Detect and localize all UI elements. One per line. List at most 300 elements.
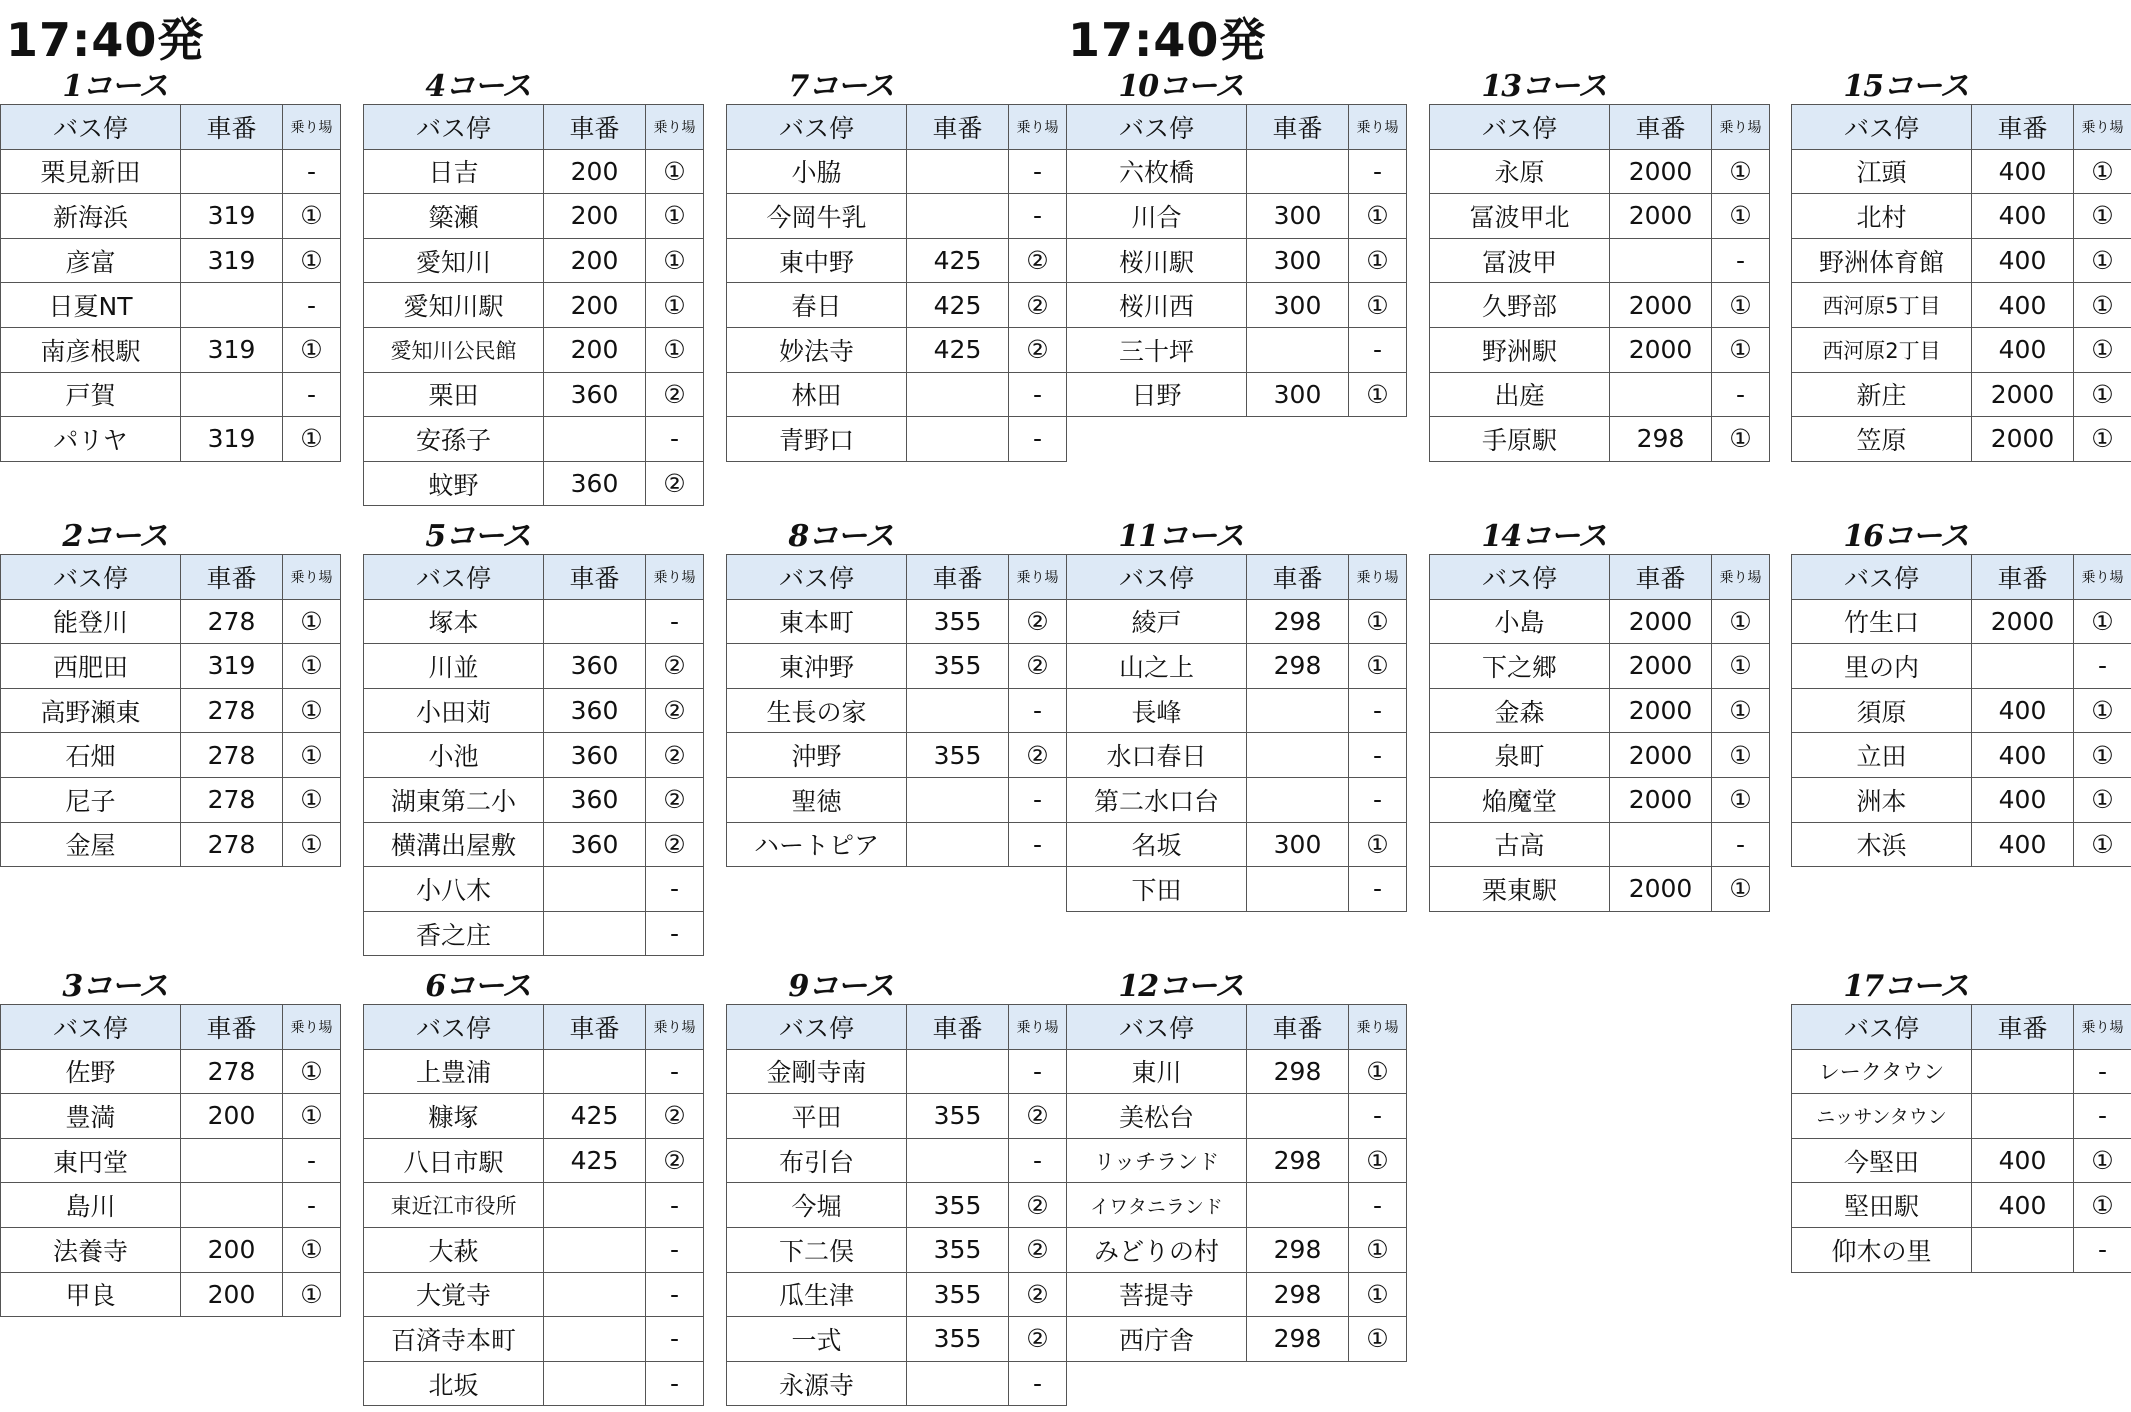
bus-stop-cell: 桜川西 — [1067, 283, 1247, 328]
car-number-cell — [907, 194, 1009, 239]
bus-stop-cell: 東近江市役所 — [364, 1183, 544, 1228]
course-name: 13コース — [1481, 69, 1607, 104]
bus-stop-cell: 春日 — [727, 283, 907, 328]
table-header-row — [1430, 555, 1770, 600]
boarding-point-column-header: 乗り場 — [2074, 105, 2131, 150]
course-name: 7コース — [788, 69, 894, 104]
table-header-row — [727, 105, 1067, 150]
car-number-cell — [544, 1049, 646, 1094]
table-row — [1, 327, 341, 372]
course-name: 9コース — [788, 969, 894, 1004]
bus-stop-cell: 泉町 — [1430, 733, 1610, 778]
bus-stop-cell: 平田 — [727, 1094, 907, 1139]
table-row — [1430, 149, 1770, 194]
course-name: 14コース — [1481, 519, 1607, 554]
bus-stop-cell: 古高 — [1430, 822, 1610, 867]
table-row — [727, 1138, 1067, 1183]
table-row — [364, 1049, 704, 1094]
car-number-cell: 298 — [1247, 1272, 1349, 1317]
table-row — [727, 238, 1067, 283]
car-number-cell: 278 — [181, 777, 283, 822]
boarding-point-cell: ② — [646, 1094, 704, 1139]
boarding-point-cell: - — [2074, 1049, 2131, 1094]
boarding-point-cell: ① — [646, 194, 704, 239]
car-number-cell — [1247, 149, 1349, 194]
course-table — [1066, 554, 1407, 912]
bus-stop-cell: 冨波甲 — [1430, 238, 1610, 283]
table-row — [364, 149, 704, 194]
car-number-cell: 425 — [544, 1138, 646, 1183]
departure-time-title-right: 17:40発 — [1068, 13, 1267, 67]
table-row — [1430, 238, 1770, 283]
table-row — [1067, 1227, 1407, 1272]
car-number-cell — [1247, 1094, 1349, 1139]
table-row — [1067, 777, 1407, 822]
stop-column-header: バス停 — [364, 105, 544, 150]
car-number-cell: 278 — [181, 688, 283, 733]
car-number-cell — [907, 688, 1009, 733]
car-number-cell — [907, 822, 1009, 867]
bus-stop-cell: 三十坪 — [1067, 327, 1247, 372]
boarding-point-column-header: 乗り場 — [1009, 105, 1067, 150]
car-number-cell: 2000 — [1610, 599, 1712, 644]
bus-stop-cell: 栗東駅 — [1430, 867, 1610, 912]
table-row — [1792, 777, 2131, 822]
course-name: 4コース — [425, 69, 531, 104]
boarding-point-cell: ② — [646, 822, 704, 867]
table-row — [1430, 777, 1770, 822]
table-row — [1430, 194, 1770, 239]
boarding-point-cell: - — [646, 867, 704, 912]
bus-stop-cell: 日吉 — [364, 149, 544, 194]
car-number-cell: 425 — [907, 327, 1009, 372]
bus-stop-cell: 里の内 — [1792, 644, 1972, 689]
car-number-cell: 2000 — [1610, 733, 1712, 778]
table-header-row — [364, 555, 704, 600]
bus-stop-cell: 六枚橋 — [1067, 149, 1247, 194]
table-row — [364, 1317, 704, 1362]
boarding-point-cell: - — [1349, 777, 1407, 822]
bus-stop-cell: 一式 — [727, 1317, 907, 1362]
boarding-point-cell: ① — [1349, 283, 1407, 328]
boarding-point-cell: ① — [1712, 688, 1770, 733]
table-row — [1, 1227, 341, 1272]
car-number-cell: 298 — [1247, 1227, 1349, 1272]
boarding-point-cell: ② — [646, 733, 704, 778]
table-row — [1067, 1094, 1407, 1139]
car-number-cell: 2000 — [1610, 149, 1712, 194]
boarding-point-cell: ① — [1349, 238, 1407, 283]
car-number-cell: 360 — [544, 688, 646, 733]
table-row — [1430, 733, 1770, 778]
car-number-cell: 278 — [181, 822, 283, 867]
course-block — [726, 970, 1066, 1406]
table-row — [1792, 733, 2131, 778]
table-row — [1067, 327, 1407, 372]
car-number-cell — [1247, 777, 1349, 822]
bus-stop-cell: 聖徳 — [727, 777, 907, 822]
table-row — [1067, 194, 1407, 239]
boarding-point-cell: - — [283, 283, 341, 328]
boarding-point-cell: - — [2074, 1094, 2131, 1139]
car-number-cell: 319 — [181, 644, 283, 689]
table-row — [727, 327, 1067, 372]
car-number-cell — [907, 149, 1009, 194]
boarding-point-cell: ① — [283, 644, 341, 689]
stop-column-header: バス停 — [1430, 555, 1610, 600]
bus-stop-cell: 金屋 — [1, 822, 181, 867]
car-number-cell: 360 — [544, 777, 646, 822]
boarding-point-column-header: 乗り場 — [1009, 1005, 1067, 1050]
table-row — [364, 777, 704, 822]
table-row — [364, 911, 704, 956]
boarding-point-cell: - — [2074, 1227, 2131, 1272]
car-number-cell — [544, 867, 646, 912]
bus-stop-cell: 新海浜 — [1, 194, 181, 239]
table-header-row — [364, 1005, 704, 1050]
course-block — [726, 70, 1066, 462]
boarding-point-cell: - — [646, 1183, 704, 1228]
bus-stop-cell: 下田 — [1067, 867, 1247, 912]
boarding-point-column-header: 乗り場 — [1712, 105, 1770, 150]
course-name: 5コース — [425, 519, 531, 554]
boarding-point-cell: ① — [2074, 1138, 2131, 1183]
course-table — [726, 1004, 1067, 1406]
car-number-cell: 400 — [1972, 238, 2074, 283]
table-row — [1, 688, 341, 733]
boarding-point-cell: ① — [2074, 283, 2131, 328]
car-number-cell: 400 — [1972, 733, 2074, 778]
car-number-cell: 2000 — [1610, 644, 1712, 689]
table-header-row — [1, 105, 341, 150]
boarding-point-column-header: 乗り場 — [283, 555, 341, 600]
bus-stop-cell: 瓜生津 — [727, 1272, 907, 1317]
boarding-point-cell: ① — [283, 777, 341, 822]
course-block — [1429, 520, 1769, 912]
boarding-point-cell: ① — [2074, 149, 2131, 194]
bus-stop-cell: 上豊浦 — [364, 1049, 544, 1094]
boarding-point-cell: ① — [283, 688, 341, 733]
stop-column-header: バス停 — [1067, 555, 1247, 600]
table-row — [1067, 644, 1407, 689]
boarding-point-column-header: 乗り場 — [1349, 105, 1407, 150]
bus-stop-cell: 石畑 — [1, 733, 181, 778]
boarding-point-cell: ① — [1349, 1049, 1407, 1094]
table-row — [1067, 149, 1407, 194]
bus-stop-cell: 第二水口台 — [1067, 777, 1247, 822]
car-number-cell: 2000 — [1610, 283, 1712, 328]
table-row — [364, 194, 704, 239]
car-number-cell: 300 — [1247, 822, 1349, 867]
bus-stop-cell: 竹生口 — [1792, 599, 1972, 644]
boarding-point-cell: ① — [283, 1094, 341, 1139]
bus-stop-cell: 綾戸 — [1067, 599, 1247, 644]
table-row — [727, 688, 1067, 733]
bus-stop-cell: 東中野 — [727, 238, 907, 283]
boarding-point-cell: - — [646, 1317, 704, 1362]
car-number-cell: 2000 — [1610, 327, 1712, 372]
bus-stop-cell: 桜川駅 — [1067, 238, 1247, 283]
table-row — [364, 599, 704, 644]
car-number-cell — [1247, 1183, 1349, 1228]
boarding-point-column-header: 乗り場 — [1712, 555, 1770, 600]
boarding-point-cell: - — [1349, 1094, 1407, 1139]
table-row — [727, 1094, 1067, 1139]
car-number-column-header: 車番 — [1972, 555, 2074, 600]
car-number-cell — [544, 1183, 646, 1228]
boarding-point-cell: ① — [1712, 417, 1770, 462]
boarding-point-cell: - — [646, 599, 704, 644]
bus-stop-cell: 水口春日 — [1067, 733, 1247, 778]
table-row — [1430, 417, 1770, 462]
course-name: 8コース — [788, 519, 894, 554]
bus-stop-cell: ハートピア — [727, 822, 907, 867]
table-row — [1430, 644, 1770, 689]
car-number-cell: 355 — [907, 1317, 1009, 1362]
car-number-cell — [1610, 238, 1712, 283]
boarding-point-cell: ② — [646, 688, 704, 733]
table-header-row — [1067, 105, 1407, 150]
boarding-point-cell: - — [1009, 149, 1067, 194]
table-row — [1, 149, 341, 194]
car-number-cell: 400 — [1972, 777, 2074, 822]
table-row — [1, 1049, 341, 1094]
course-block — [1791, 520, 2131, 867]
bus-stop-cell: 八日市駅 — [364, 1138, 544, 1183]
table-row — [1792, 1138, 2131, 1183]
boarding-point-column-header: 乗り場 — [1349, 555, 1407, 600]
bus-stop-cell: 出庭 — [1430, 372, 1610, 417]
boarding-point-cell: ① — [2074, 1183, 2131, 1228]
stop-column-header: バス停 — [727, 555, 907, 600]
bus-stop-cell: 今堀 — [727, 1183, 907, 1228]
table-header-row — [727, 555, 1067, 600]
table-row — [1430, 822, 1770, 867]
car-number-column-header: 車番 — [181, 1005, 283, 1050]
table-row — [364, 1183, 704, 1228]
car-number-cell: 360 — [544, 461, 646, 506]
bus-stop-cell: 新庄 — [1792, 372, 1972, 417]
bus-stop-cell: 戸賀 — [1, 372, 181, 417]
bus-stop-cell: 大萩 — [364, 1227, 544, 1272]
table-row — [1, 1094, 341, 1139]
boarding-point-cell: ① — [283, 733, 341, 778]
bus-stop-cell: パリヤ — [1, 417, 181, 462]
bus-stop-cell: 東沖野 — [727, 644, 907, 689]
bus-stop-cell: 金剛寺南 — [727, 1049, 907, 1094]
boarding-point-cell: ① — [2074, 733, 2131, 778]
car-number-cell — [907, 1138, 1009, 1183]
table-row — [1067, 238, 1407, 283]
course-table — [363, 1004, 704, 1406]
stop-column-header: バス停 — [727, 105, 907, 150]
boarding-point-cell: ① — [646, 238, 704, 283]
table-row — [364, 644, 704, 689]
bus-stop-cell: 美松台 — [1067, 1094, 1247, 1139]
car-number-cell: 400 — [1972, 327, 2074, 372]
car-number-cell: 2000 — [1610, 867, 1712, 912]
bus-stop-cell: 木浜 — [1792, 822, 1972, 867]
boarding-point-cell: - — [646, 417, 704, 462]
table-row — [1792, 599, 2131, 644]
boarding-point-cell: ① — [1712, 327, 1770, 372]
bus-stop-cell: 豊満 — [1, 1094, 181, 1139]
course-table — [726, 554, 1067, 867]
table-row — [727, 1361, 1067, 1406]
bus-stop-cell: 西肥田 — [1, 644, 181, 689]
bus-stop-cell: 佐野 — [1, 1049, 181, 1094]
boarding-point-cell: ① — [1349, 599, 1407, 644]
car-number-cell: 360 — [544, 822, 646, 867]
boarding-point-cell: ① — [283, 1272, 341, 1317]
bus-stop-cell: 東川 — [1067, 1049, 1247, 1094]
course-block — [1791, 970, 2131, 1273]
course-block — [363, 970, 703, 1406]
car-number-cell — [181, 372, 283, 417]
stop-column-header: バス停 — [1067, 105, 1247, 150]
car-number-cell — [1972, 1049, 2074, 1094]
boarding-point-cell: - — [1009, 1049, 1067, 1094]
bus-stop-cell: 名坂 — [1067, 822, 1247, 867]
table-row — [1067, 1049, 1407, 1094]
bus-stop-cell: レークタウン — [1792, 1049, 1972, 1094]
table-row — [1, 777, 341, 822]
car-number-cell: 360 — [544, 372, 646, 417]
car-number-cell — [181, 149, 283, 194]
table-row — [1, 733, 341, 778]
table-row — [1792, 1094, 2131, 1139]
boarding-point-cell: ① — [1349, 1272, 1407, 1317]
bus-stop-cell: 菩提寺 — [1067, 1272, 1247, 1317]
boarding-point-column-header: 乗り場 — [2074, 555, 2131, 600]
car-number-cell: 355 — [907, 644, 1009, 689]
bus-stop-cell: 金森 — [1430, 688, 1610, 733]
boarding-point-cell: ① — [283, 1227, 341, 1272]
bus-stop-cell: 西河原5丁目 — [1792, 283, 1972, 328]
boarding-point-cell: ① — [1712, 599, 1770, 644]
table-row — [1430, 283, 1770, 328]
car-number-cell: 2000 — [1610, 194, 1712, 239]
table-header-row — [1792, 1005, 2131, 1050]
boarding-point-cell: ② — [1009, 1094, 1067, 1139]
car-number-cell — [181, 1138, 283, 1183]
table-row — [1430, 327, 1770, 372]
car-number-cell — [907, 777, 1009, 822]
table-row — [727, 1227, 1067, 1272]
boarding-point-cell: - — [283, 1183, 341, 1228]
car-number-cell — [1972, 1227, 2074, 1272]
course-table — [1429, 104, 1770, 462]
bus-stop-cell: 下二俣 — [727, 1227, 907, 1272]
boarding-point-cell: - — [1349, 327, 1407, 372]
course-name: 1コース — [62, 69, 168, 104]
boarding-point-column-header: 乗り場 — [646, 1005, 704, 1050]
bus-stop-cell: 愛知川 — [364, 238, 544, 283]
car-number-cell — [1247, 688, 1349, 733]
bus-stop-cell: 下之郷 — [1430, 644, 1610, 689]
bus-stop-cell: 高野瀬東 — [1, 688, 181, 733]
stop-column-header: バス停 — [1, 555, 181, 600]
table-row — [364, 867, 704, 912]
course-name: 10コース — [1118, 69, 1244, 104]
car-number-cell — [1972, 644, 2074, 689]
boarding-point-cell: - — [1009, 688, 1067, 733]
boarding-point-cell: - — [646, 1272, 704, 1317]
car-number-cell: 425 — [544, 1094, 646, 1139]
table-row — [364, 1227, 704, 1272]
bus-stop-cell: 久野部 — [1430, 283, 1610, 328]
table-header-row — [364, 105, 704, 150]
table-row — [1067, 1317, 1407, 1362]
table-header-row — [1067, 555, 1407, 600]
bus-stop-cell: 生長の家 — [727, 688, 907, 733]
bus-stop-cell: 小島 — [1430, 599, 1610, 644]
car-number-cell: 2000 — [1610, 777, 1712, 822]
boarding-point-cell: - — [1349, 733, 1407, 778]
boarding-point-cell: ① — [283, 599, 341, 644]
car-number-cell: 2000 — [1972, 417, 2074, 462]
table-row — [1430, 599, 1770, 644]
course-table — [1791, 104, 2131, 462]
table-row — [1, 644, 341, 689]
table-row — [727, 283, 1067, 328]
table-row — [727, 1049, 1067, 1094]
car-number-cell: 298 — [1247, 644, 1349, 689]
table-row — [1792, 417, 2131, 462]
car-number-cell: 278 — [181, 733, 283, 778]
course-block — [363, 520, 703, 956]
boarding-point-cell: ① — [1712, 194, 1770, 239]
table-row — [364, 822, 704, 867]
car-number-cell: 200 — [544, 283, 646, 328]
bus-stop-cell: 愛知川駅 — [364, 283, 544, 328]
table-row — [727, 149, 1067, 194]
car-number-cell: 319 — [181, 194, 283, 239]
boarding-point-cell: ① — [283, 327, 341, 372]
bus-stop-cell: 尼子 — [1, 777, 181, 822]
boarding-point-cell: - — [1009, 777, 1067, 822]
car-number-cell: 425 — [907, 238, 1009, 283]
course-table — [0, 104, 341, 462]
table-row — [727, 822, 1067, 867]
boarding-point-cell: ① — [1712, 644, 1770, 689]
boarding-point-cell: ① — [1349, 1227, 1407, 1272]
boarding-point-cell: ① — [646, 149, 704, 194]
departure-time-title-left: 17:40発 — [6, 13, 205, 67]
table-row — [1792, 238, 2131, 283]
table-row — [1792, 327, 2131, 372]
bus-stop-cell: 小田苅 — [364, 688, 544, 733]
stop-column-header: バス停 — [1, 105, 181, 150]
stop-column-header: バス停 — [364, 1005, 544, 1050]
boarding-point-cell: - — [1009, 372, 1067, 417]
course-block — [0, 70, 340, 462]
bus-stop-cell: 永原 — [1430, 149, 1610, 194]
course-block — [1066, 70, 1406, 417]
boarding-point-cell: ① — [1712, 149, 1770, 194]
bus-stop-cell: 青野口 — [727, 417, 907, 462]
table-row — [364, 1361, 704, 1406]
boarding-point-column-header: 乗り場 — [283, 105, 341, 150]
boarding-point-cell: ② — [1009, 1183, 1067, 1228]
car-number-cell: 400 — [1972, 1138, 2074, 1183]
boarding-point-column-header: 乗り場 — [2074, 1005, 2131, 1050]
table-row — [1792, 688, 2131, 733]
bus-stop-cell: 野洲体育館 — [1792, 238, 1972, 283]
car-number-column-header: 車番 — [544, 555, 646, 600]
car-number-column-header: 車番 — [1972, 105, 2074, 150]
table-row — [364, 1138, 704, 1183]
